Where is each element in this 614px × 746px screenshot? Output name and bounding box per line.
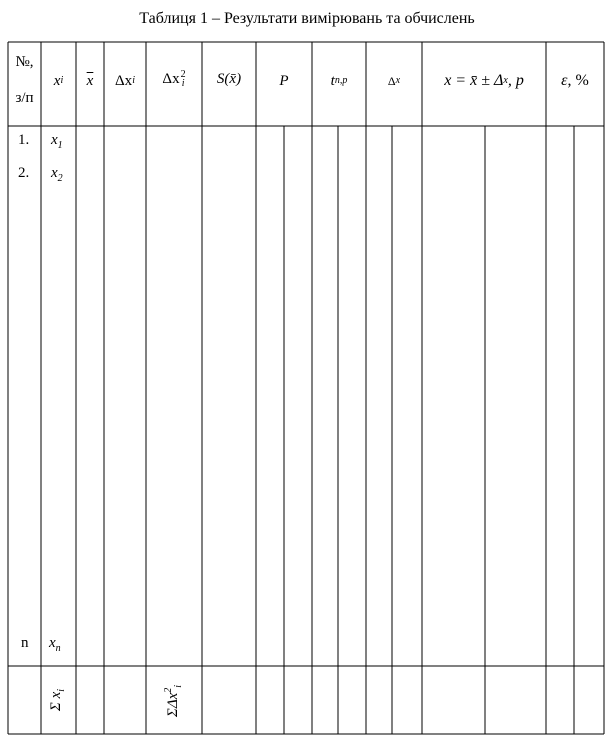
row-2-num: 2. [18, 165, 30, 181]
header-dxi2: Δx 2 i [162, 69, 186, 89]
header-s: S(x̄) [216, 70, 242, 87]
row-1-x: $x_1$ [51, 132, 63, 151]
header-eps: ε , % [561, 72, 589, 89]
header-dxi: Δx i [115, 72, 135, 89]
header-num-line1: №, [15, 53, 34, 70]
footer-sum-x: Σ $x_i$ [48, 688, 67, 712]
header-delta: Δ x [387, 74, 401, 88]
header-t: t n,p [330, 72, 348, 89]
row-n-num: n [21, 635, 29, 651]
header-result: x = x̄ ± Δ x , p [444, 72, 524, 89]
row-2-x: $x_2$ [51, 165, 63, 184]
header-p: P [279, 72, 289, 89]
row-1-num: 1. [18, 132, 30, 148]
header-xi: x i [53, 72, 64, 89]
row-n-x: $x_n$ [49, 635, 61, 654]
table-caption: Таблиця 1 – Результати вимірювань та обчислень [139, 10, 475, 27]
footer-sum-dx2: ΣΔx$^2_i$ [163, 684, 184, 718]
header-xbar: $\overline{x}$ [86, 72, 94, 89]
header-num-line2: з/п [15, 89, 34, 106]
